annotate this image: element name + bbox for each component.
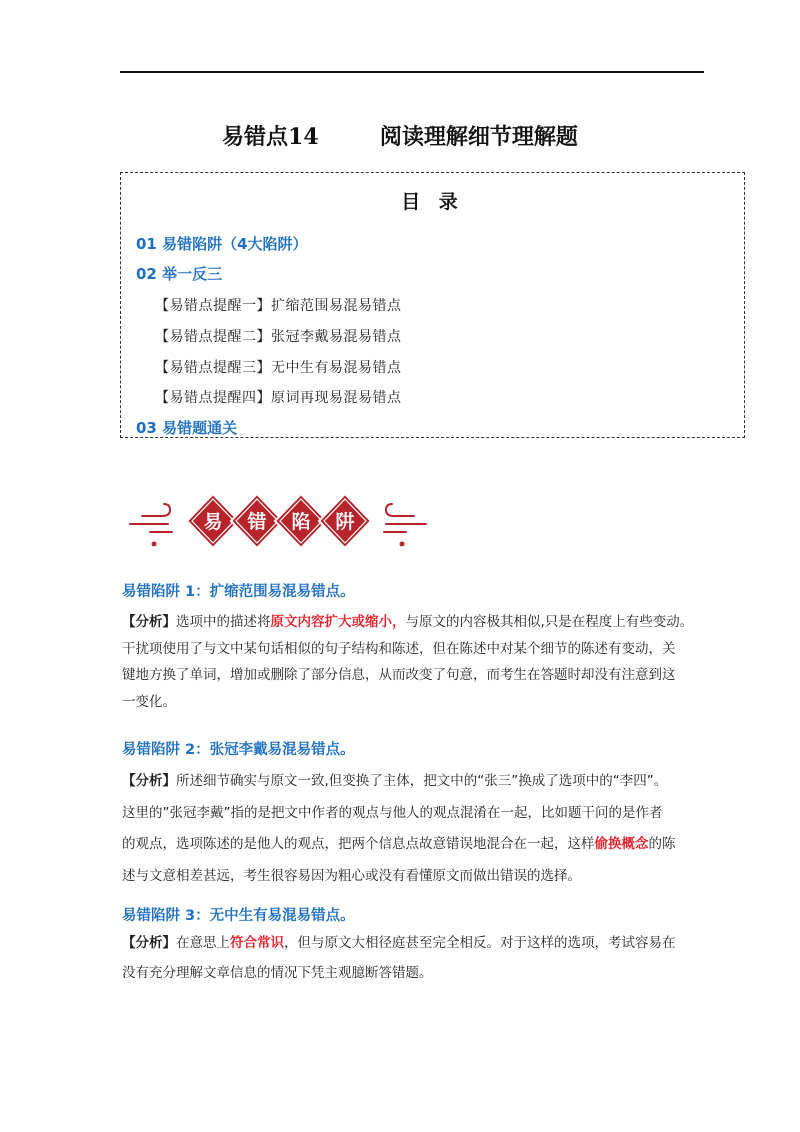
text: ，但与原文大相径庭甚至完全相反。对于这样的选项，考试容易在: [284, 935, 676, 951]
section-banner: [128, 490, 428, 552]
trap-2-analysis: [122, 766, 706, 892]
right-dot: [400, 542, 405, 547]
left-cloud-ornament: [130, 504, 172, 532]
text: 在意思上: [176, 935, 230, 951]
toc-item-3[interactable]: 【易错点提醒三】无中生有易混易错点: [155, 360, 402, 376]
toc-item-4[interactable]: 【易错点提醒四】原词再现易混易错点: [155, 390, 402, 406]
document-title: 易错点14 阅读理解细节理解题: [222, 124, 578, 150]
highlight: 符合常识: [230, 935, 284, 951]
text-line: 干扰项使用了与文中某句话相似的句子结构和陈述，但在陈述中对某个细节的陈述有变动，关: [122, 640, 676, 657]
toc-section-1[interactable]: 01 易错陷阱（4大陷阱）: [136, 235, 308, 253]
text-line: 一变化。: [122, 693, 176, 710]
text: 的观点，选项陈述的是他人的观点，把两个信息点故意错误地混合在一起，这样: [122, 836, 595, 852]
analysis-label: 【分析】: [122, 773, 176, 789]
trap-1-heading: 易错陷阱 1：扩缩范围易混易错点。: [122, 584, 355, 600]
text-line: 没有充分理解文章信息的情况下凭主观臆断答错题。: [122, 965, 433, 981]
toc-heading: 目 录: [401, 191, 464, 213]
left-dot: [152, 542, 157, 547]
text: 所述细节确实与原文一致,但变换了主体，把文中的“张三”换成了选项中的“李四”。: [176, 773, 668, 789]
text-line: 述与文意相差甚远，考生很容易因为粗心或没有看懂原文而做出错误的选择。: [122, 867, 581, 884]
analysis-label: 【分析】: [122, 614, 176, 630]
text: 的陈: [648, 836, 676, 852]
trap-3-analysis: [122, 928, 706, 988]
toc-item-1[interactable]: 【易错点提醒一】扩缩范围易混易错点: [155, 298, 402, 314]
top-rule: [120, 71, 704, 73]
right-cloud-ornament: [384, 504, 426, 532]
trap-2-heading: 易错陷阱 2：张冠李戴易混易错点。: [122, 742, 355, 758]
text-line: 这里的”张冠李戴”指的是把文中作者的观点与他人的观点混淆在一起，比如题干问的是作者: [122, 804, 663, 821]
toc-section-3[interactable]: 03 易错题通关: [136, 419, 238, 437]
analysis-label: 【分析】: [122, 935, 176, 951]
banner-char-4: 阱: [335, 511, 355, 533]
table-of-contents: [120, 172, 745, 438]
text: 选项中的描述将: [176, 614, 271, 630]
trap-3-heading: 易错陷阱 3：无中生有易混易错点。: [122, 908, 355, 924]
trap-1-analysis: [122, 609, 706, 715]
text: 与原文的内容极其相似,只是在程度上有些变动。: [405, 614, 694, 630]
highlight: 偷换概念: [594, 836, 649, 852]
banner-char-2: 错: [247, 511, 267, 533]
toc-section-2[interactable]: 02 举一反三: [136, 265, 223, 283]
banner-char-3: 陷: [291, 511, 311, 533]
highlight: 原文内容扩大或缩小，: [270, 614, 406, 630]
text-line: 键地方换了单词，增加或删除了部分信息，从而改变了句意，而考生在答题时却没有注意到这: [122, 667, 676, 683]
toc-item-2[interactable]: 【易错点提醒二】张冠李戴易混易错点: [155, 329, 402, 345]
banner-char-1: 易: [203, 511, 223, 533]
